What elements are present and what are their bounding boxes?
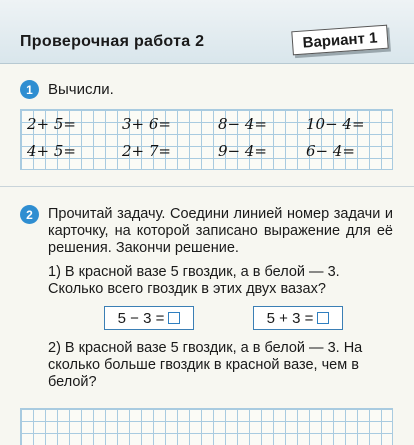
- expression-card-subtract[interactable]: [104, 306, 194, 330]
- expression-2-4: 6− 4=: [306, 142, 355, 160]
- task-separator: [0, 186, 414, 187]
- answer-box-icon[interactable]: [168, 312, 180, 324]
- expression-card-add[interactable]: [253, 306, 343, 330]
- expression-1-2: 3+ 6=: [122, 115, 171, 133]
- task1-number-icon: 1: [20, 80, 39, 99]
- expression-2-2: 2+ 7=: [122, 142, 171, 160]
- problem-1-text: 1) В красной вазе 5 гвоздик, а в белой — 3. Сколько всего гвоздик в этих двух вазах?: [48, 264, 340, 297]
- problem-2-text: 2) В красной вазе 5 гвоздик, а в белой — 3. На сколько больше гвоздик в красной вазе, чем в белой?: [48, 340, 363, 390]
- card-add-label: 5 + 3 =: [266, 309, 314, 327]
- expression-1-4: 10− 4=: [306, 115, 365, 133]
- task2-number-icon: 2: [20, 205, 39, 224]
- card-subtract-label: 5 − 3 =: [117, 309, 165, 327]
- task2-answer-grid[interactable]: [20, 408, 393, 445]
- expression-1-1: 2+ 5=: [27, 115, 76, 133]
- header-band: [0, 0, 414, 64]
- variant-badge: Вариант 1: [291, 25, 388, 56]
- expression-2-3: 9− 4=: [218, 142, 267, 160]
- answer-box-icon[interactable]: [317, 312, 329, 324]
- task2-instructions: Прочитай задачу. Соедини линией номер задачи и карточку, на которой записано выражение для её решения. Закончи решение.: [48, 206, 393, 256]
- task1-heading: Вычисли.: [48, 81, 114, 98]
- expression-2-1: 4+ 5=: [27, 142, 76, 160]
- page-title: Проверочная работа 2: [20, 33, 205, 50]
- expression-1-3: 8− 4=: [218, 115, 267, 133]
